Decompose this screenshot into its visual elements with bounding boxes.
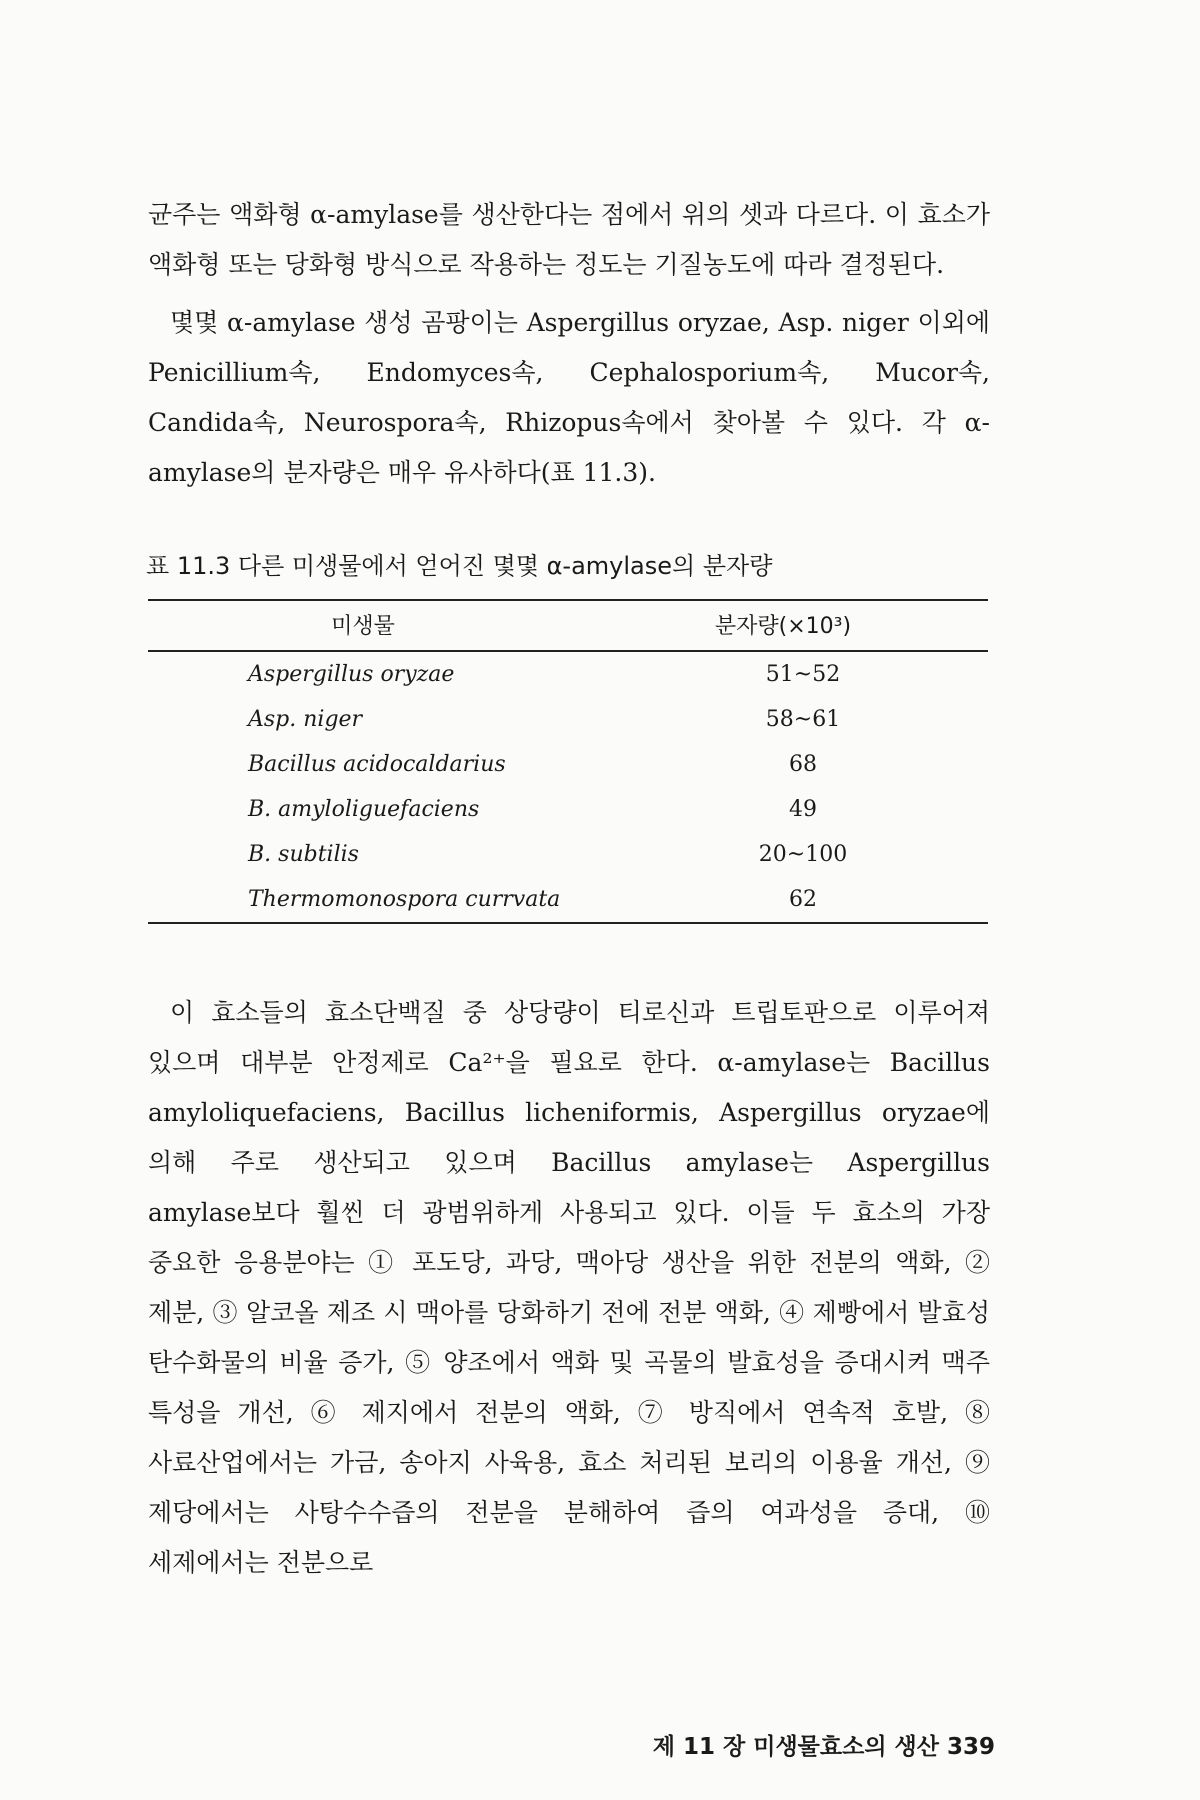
table-row xyxy=(148,697,988,742)
mw-cell: 62 xyxy=(578,877,988,923)
table-row xyxy=(148,832,988,877)
header-organism: 미생물 xyxy=(148,600,578,651)
mw-cell: 49 xyxy=(789,797,817,822)
paragraph-2: 몇몇 α-amylase 생성 곰팡이는 Aspergillus oryzae, Asp. niger 이외에 Penicillium속, Endomyces속, Cephalosporium속, Mucor속, Candida속, Neurospora속, Rhizopus속에서 찾아볼 수 있다. 각 α-amylase의 분자량은 매우 유사하다(표 11.3). xyxy=(148,308,990,487)
mw-cell: 58~61 xyxy=(765,707,841,732)
table-header-row xyxy=(148,600,988,651)
organism-cell: B. amyloliguefaciens xyxy=(248,797,480,822)
organism-cell: B. subtilis xyxy=(248,842,359,867)
table-row xyxy=(148,742,988,787)
table-row xyxy=(148,877,988,923)
organism-cell: Aspergillus oryzae xyxy=(248,662,455,687)
organism-cell: Bacillus acidocaldarius xyxy=(248,752,506,777)
paragraph-3: 이 효소들의 효소단백질 중 상당량이 티로신과 트립토판으로 이루어져 있으며 대부분 안정제로 Ca²⁺을 필요로 한다. α-amylase는 Bacillus amyloliquefaciens, Bacillus licheniformis, Aspergillus oryzae에 의해 주로 생산되고 있으며 Bacillus amylase는 Aspergillus amylase보다 훨씬 더 광범위하게 사용되고 있다. 이들 두 효소의 가장 중요한 응용분야는 ① 포도당, 과당, 맥아당 생산을 위한 전분의 액화, ② 제분, ③ 알코올 제조 시 맥아를 당화하기 전에 전분 액화, ④ 제빵에서 발효성 탄수화물의 비율 증가, ⑤ 양조에서 액화 및 곡물의 발효성을 증대시켜 맥주 특성을 개선, ⑥ 제지에서 전분의 액화, ⑦ 방직에서 연속적 호발, ⑧ 사료산업에서는 가금, 송아지 사육용, 효소 처리된 보리의 이용율 개선, ⑨ 제당에서는 사탕수수즙의 전분을 분해하여 즙의 여과성을 증대, ⑩ 세제에서는 전분으로 xyxy=(148,998,990,1577)
table-row xyxy=(148,651,988,697)
paragraph-1: 균주는 액화형 α-amylase를 생산한다는 점에서 위의 셋과 다르다. 이 효소가 액화형 또는 당화형 방식으로 작용하는 정도는 기질농도에 따라 결정된다. xyxy=(148,200,990,279)
mw-cell: 20~100 xyxy=(758,842,848,867)
table-row xyxy=(148,787,988,832)
page-body xyxy=(148,190,990,1588)
mw-cell: 51~52 xyxy=(765,662,841,687)
organism-cell: Thermomonospora currvata xyxy=(148,877,578,923)
mw-cell: 68 xyxy=(789,752,817,777)
table-caption: 표 11.3 다른 미생물에서 얻어진 몇몇 α-amylase의 분자량 xyxy=(146,552,773,580)
page-footer: 제 11 장 미생물효소의 생산 339 xyxy=(652,1734,995,1760)
table-11-3 xyxy=(148,546,990,924)
molecular-weight-table xyxy=(148,599,988,924)
organism-cell: Asp. niger xyxy=(248,707,363,732)
header-molecular-weight: 분자량(×10³) xyxy=(578,600,988,651)
